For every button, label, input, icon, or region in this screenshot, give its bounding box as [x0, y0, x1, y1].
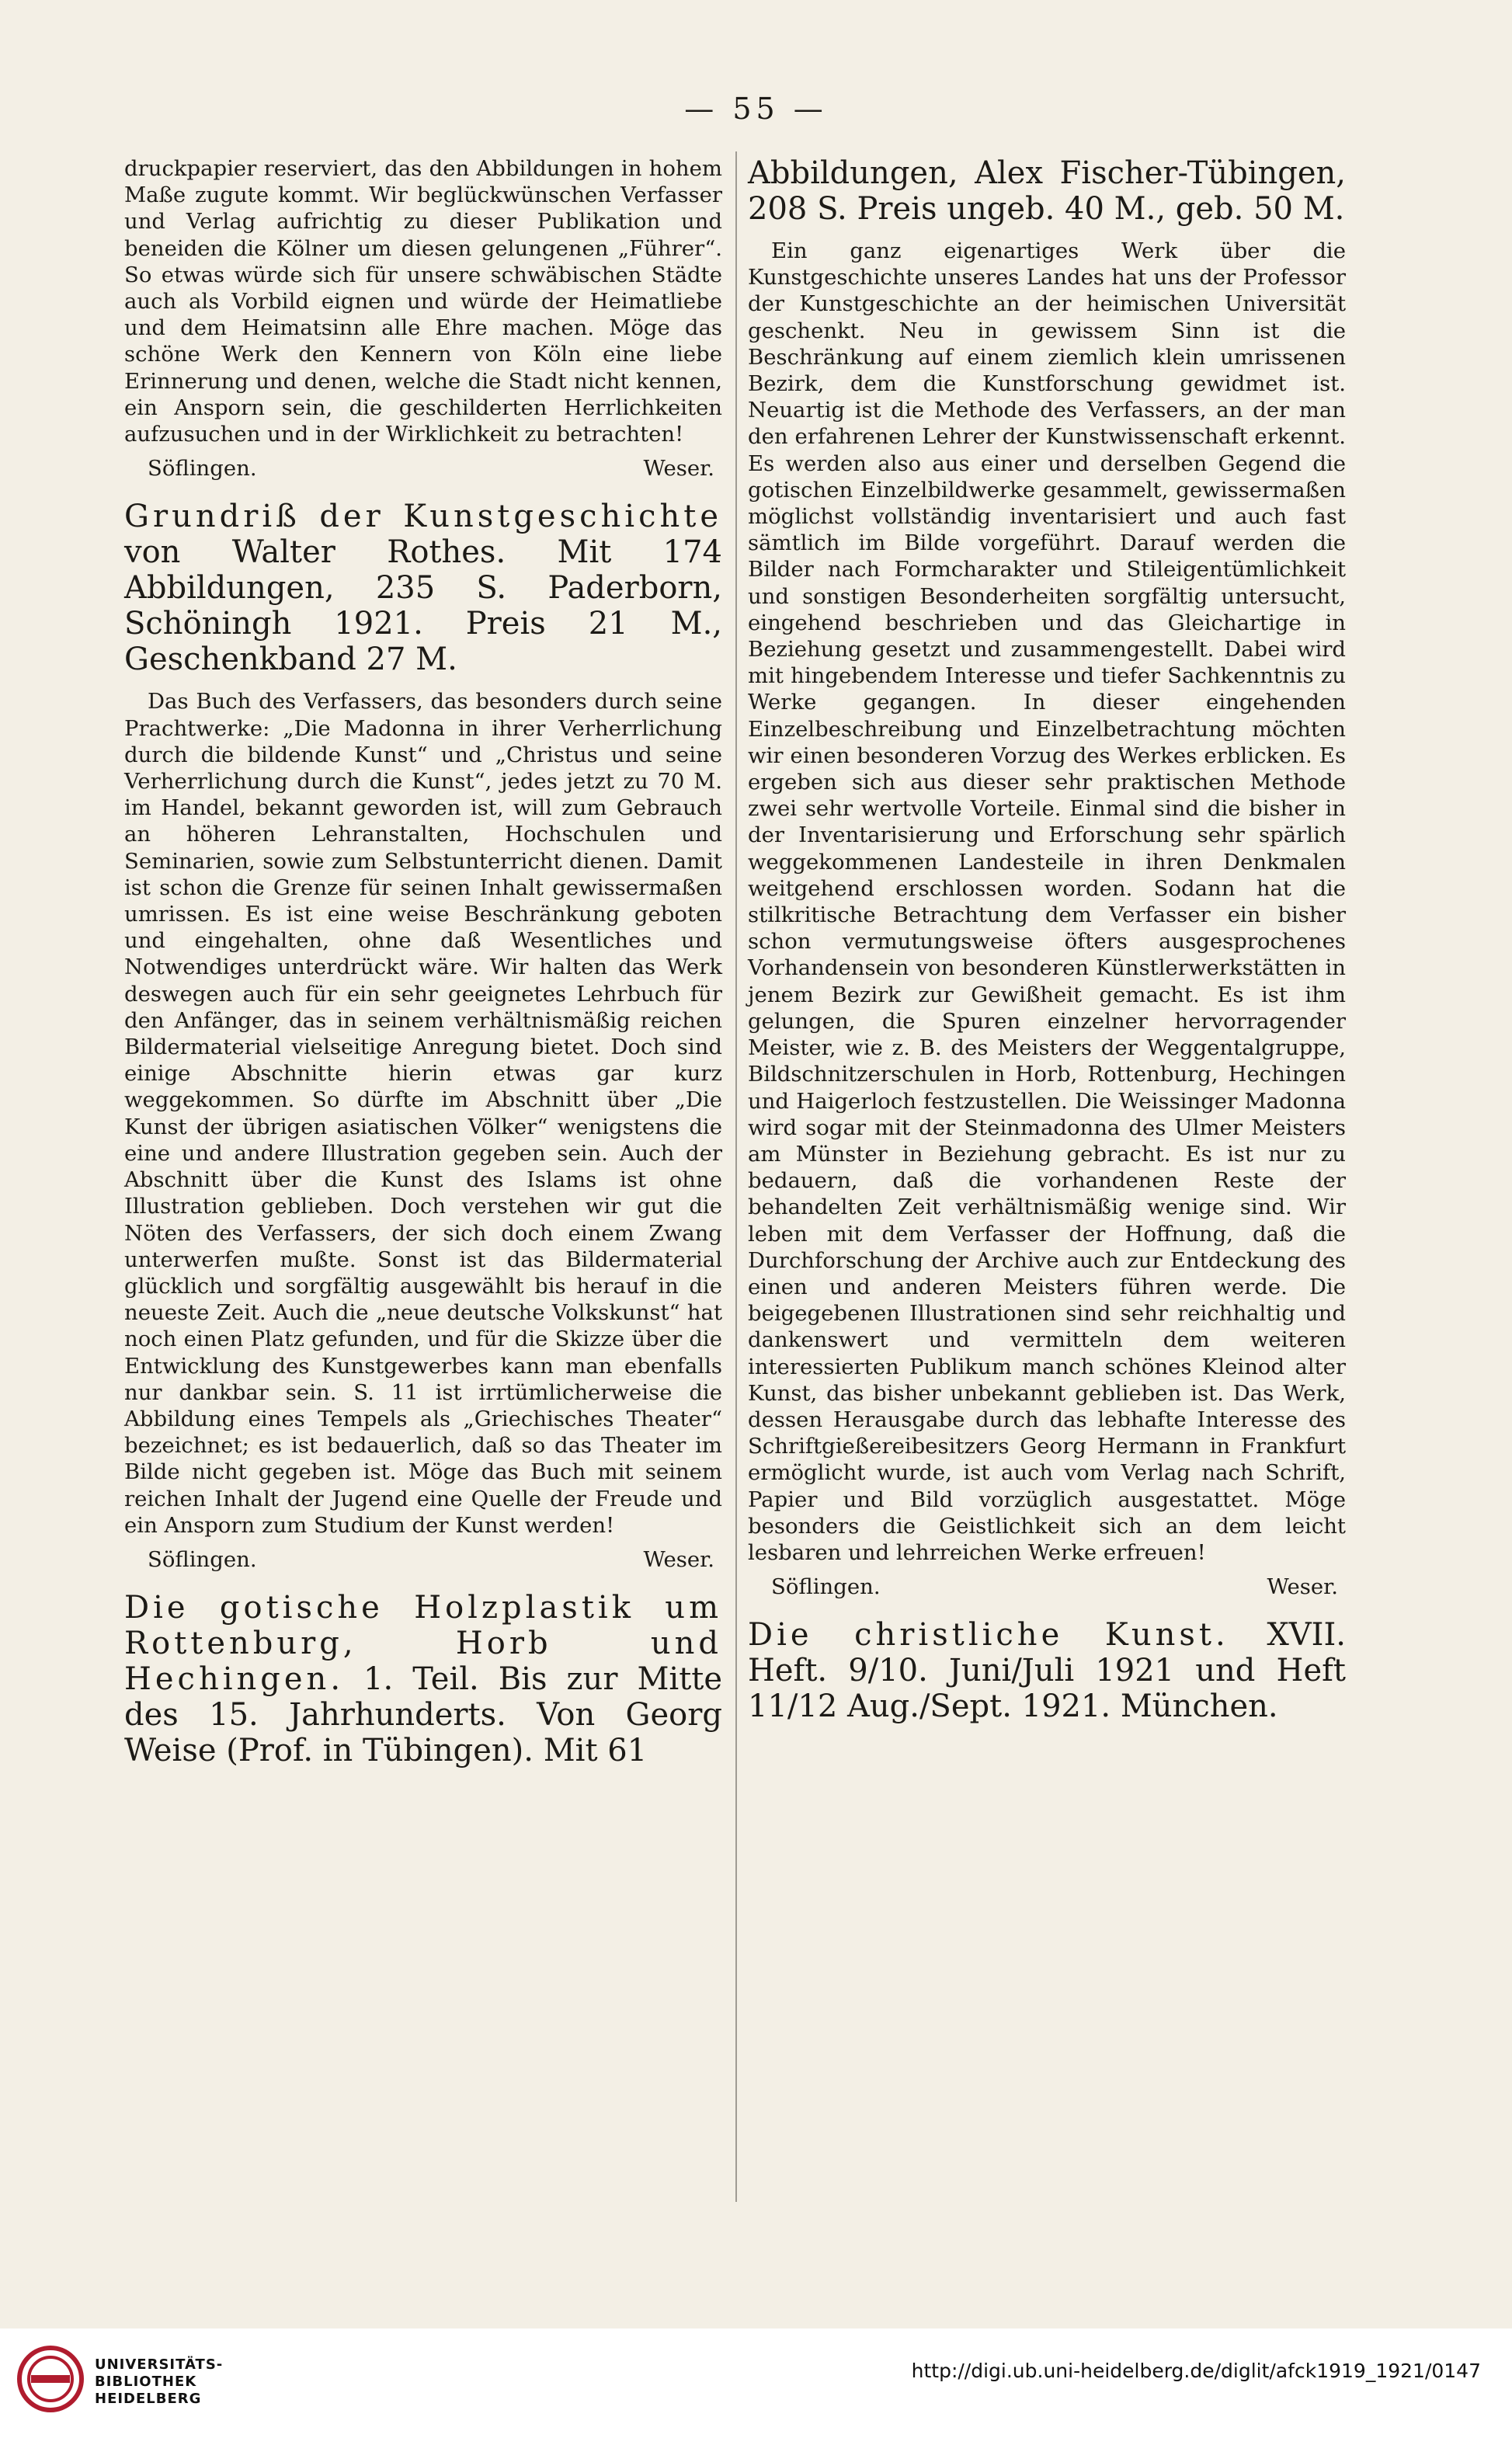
right-column — [748, 155, 1346, 1735]
signature-place: Söflingen. — [771, 1574, 881, 1600]
left-column — [124, 155, 722, 1779]
book-details: 1. Teil. Bis zur Mitte des 15. Jahrhunderts. Von Georg Weise (Prof. in Tübingen). Mit 61 — [124, 1661, 723, 1769]
library-name-line: BIBLIOTHEK — [95, 2374, 197, 2390]
review-heading — [124, 499, 722, 677]
signature-name: Weser. — [1267, 1574, 1338, 1600]
signature-place: Söflingen. — [148, 1546, 257, 1572]
library-name — [95, 2356, 223, 2408]
column-divider — [735, 151, 737, 2202]
source-url-link[interactable]: http://digi.ub.uni-heidelberg.de/diglit/afck1919_1921/0147 — [911, 2360, 1481, 2382]
review-paragraph: Ein ganz eigenartiges Werk über die Kunstgeschichte unseres Landes hat uns der Professor der Kunstgeschichte an der heimischen Universität geschenkt. Neu in gewissem Sinn ist die Beschränkung auf einem ziemlich klein umrissenen Bezirk, dem die Kunstforschung gewidmet ist. Neuartig ist die Methode des Verfassers, an der man den erfahrenen Lehrer der Kunstwissenschaft erkennt. Es werden also aus einer und derselben Gegend die gotischen Einzelbildwerke gesammelt, gewissermaßen möglichst vollständig inventarisiert und auch fast sämtlich im Bilde vorgeführt. Darauf werden die Bilder nach Formcharakter und Stileigentümlichkeit und sonstigen Besonderheiten sorgfältig untersucht, eingehend beschrieben und das Gleichartige in Beziehung gesetzt und zusammengestellt. Dabei wird mit hingebendem Interesse und tiefer Sachkenntnis zu Werke gegangen. In dieser eingehenden Einzelbeschreibung und Einzelbetrachtung möchten wir einen besonderen Vorzug des Werkes erblicken. Es ergeben sich aus dieser sehr praktischen Methode zwei sehr wertvolle Vorteile. Einmal sind die bisher in der Inventarisierung und Erforschung sehr spärlich weggekommenen Landesteile in ihren Denkmalen weitgehend erschlossen worden. Sodann hat die stilkritische Betrachtung dem Verfasser ein bisher schon vermutungsweise öfters ausgesprochenes Vorhandensein von besonderen Künstlerwerkstätten in jenem Bezirk zur Gewißheit gemacht. Es ist ihm gelungen, die Spuren einzelner hervorragender Meister, wie z. B. des Meisters der Weggentalgruppe, Bildschnitzerschulen in Horb, Rottenburg, Hechingen und Haigerloch festzustellen. Die Weissinger Madonna wird sogar mit der Steinmadonna des Ulmer Meisters am Münster in Beziehung gebracht. Es ist nur zu bedauern, daß die vorhandenen Reste der behandelten Zeit verhältnismäßig wenige sind. Wir leben mit dem Verfasser der Hoffnung, daß die Durchforschung der Archive auch zur Entdeckung des einen und anderen Meisters führen werde. Die beigegebenen Illustrationen sind sehr reichhaltig und dankenswert und vermitteln dem weiteren interessierten Publikum manch schönes Kleinod alter Kunst, das bisher unbekannt geblieben ist. Das Werk, dessen Herausgabe durch das lebhafte Interesse des Schriftgießereibesitzers Georg Hermann in Frankfurt ermöglicht wurde, ist auch vom Verlag nach Schrift, Papier und Bild vorzüglich ausgestattet. Möge besonders die Geistlichkeit sich an dem leicht lesbaren und lehrreichen Werke erfreuen! — [748, 238, 1346, 1565]
review-heading-continued: Abbildungen, Alex Fischer-Tübingen, 208 S. Preis ungeb. 40 M., geb. 50 M. — [748, 155, 1346, 227]
review-signature — [124, 1546, 722, 1573]
review-paragraph: Das Buch des Verfassers, das besonders durch seine Prachtwerke: „Die Madonna in ihrer Verherrlichung durch die bildende Kunst“ und „Christus und seine Verherrlichung durch die Kunst“, jedes jetzt zu 70 M. im Handel, bekannt geworden ist, will zum Gebrauch an höheren Lehranstalten, Hochschulen und Seminarien, sowie zum Selbstunterricht dienen. Damit ist schon die Grenze für seinen Inhalt gewissermaßen umrissen. Es ist eine weise Beschränkung geboten und eingehalten, ohne daß Wesentliches und Notwendiges unterdrückt wäre. Wir halten das Werk deswegen auch für ein sehr geeignetes Lehrbuch für den Anfänger, das in seinem verhältnismäßig reichen Bildermaterial vielseitige Anregung bietet. Doch sind einige Abschnitte hierin etwas gar kurz weggekommen. So dürfte im Abschnitt über „Die Kunst der übrigen asiatischen Völker“ wenigstens die eine und andere Illustration gegeben sein. Auch der Abschnitt über die Kunst des Islams ist ohne Illustration geblieben. Doch verstehen wir gut die Nöten des Verfassers, der sich doch einem Zwang unterwerfen mußte. Sonst ist das Bildermaterial glücklich und sorgfältig ausgewählt bis herauf in die neueste Zeit. Auch die „neue deutsche Volkskunst“ hat noch einen Platz gefunden, und für die Skizze über die Entwicklung des Kunstgewerbes kann man ebenfalls nur dankbar sein. S. 11 ist irrtümlicherweise die Abbildung eines Tempels als „Griechisches Theater“ bezeichnet; es ist bedauerlich, daß so das Theater im Bilde nicht gegeben ist. Möge das Buch mit seinem reichen Inhalt der Jugend eine Quelle der Freude und ein Ansporn zum Studium der Kunst werden! — [124, 689, 722, 1538]
review-signature — [748, 1574, 1346, 1600]
signature-place: Söflingen. — [148, 456, 257, 482]
review-signature — [124, 455, 722, 482]
signature-name: Weser. — [643, 456, 714, 482]
library-name-line: UNIVERSITÄTS- — [95, 2356, 224, 2373]
library-name-line: HEIDELBERG — [95, 2391, 202, 2407]
book-details: von Walter Rothes. Mit 174 Abbildungen, 235 S. Paderborn, Schöningh 1921. Preis 21 M., Geschenkband 27 M. — [124, 534, 722, 678]
review-heading — [748, 1617, 1346, 1724]
journal-title: Die christliche Kunst. — [748, 1617, 1229, 1654]
review-heading — [124, 1590, 722, 1769]
signature-name: Weser. — [643, 1546, 714, 1572]
book-title: Grundriß der Kunstgeschichte — [124, 499, 722, 535]
page-number: — 55 — — [684, 92, 828, 126]
journal-details: XVII. Heft. 9/10. Juni/Juli 1921 und Heft 11/12 Aug./Sept. 1921. München. — [748, 1617, 1346, 1725]
review-paragraph: druckpapier reserviert, das den Abbildungen in hohem Maße zugute kommt. Wir beglückwünschen Verfasser und Verlag aufrichtig zu dieser Publikation und beneiden die Kölner um diesen gelungenen „Führer“. So etwas würde sich für unsere schwäbischen Städte auch als Vorbild eignen und würde der Heimatliebe und dem Heimatsinn alle Ehre machen. Möge das schöne Werk den Kennern von Köln eine liebe Erinnerung und denen, welche die Stadt nicht kennen, ein Ansporn sein, die geschilderten Herrlichkeiten aufzusuchen und in der Wirklichkeit zu betrachten! — [124, 156, 722, 447]
footer-bar — [0, 2328, 1512, 2438]
university-library-logo-icon — [16, 2344, 85, 2414]
book-title: Die gotische Holzplastik um Rottenburg, Horb und Hechingen. — [124, 1590, 722, 1698]
